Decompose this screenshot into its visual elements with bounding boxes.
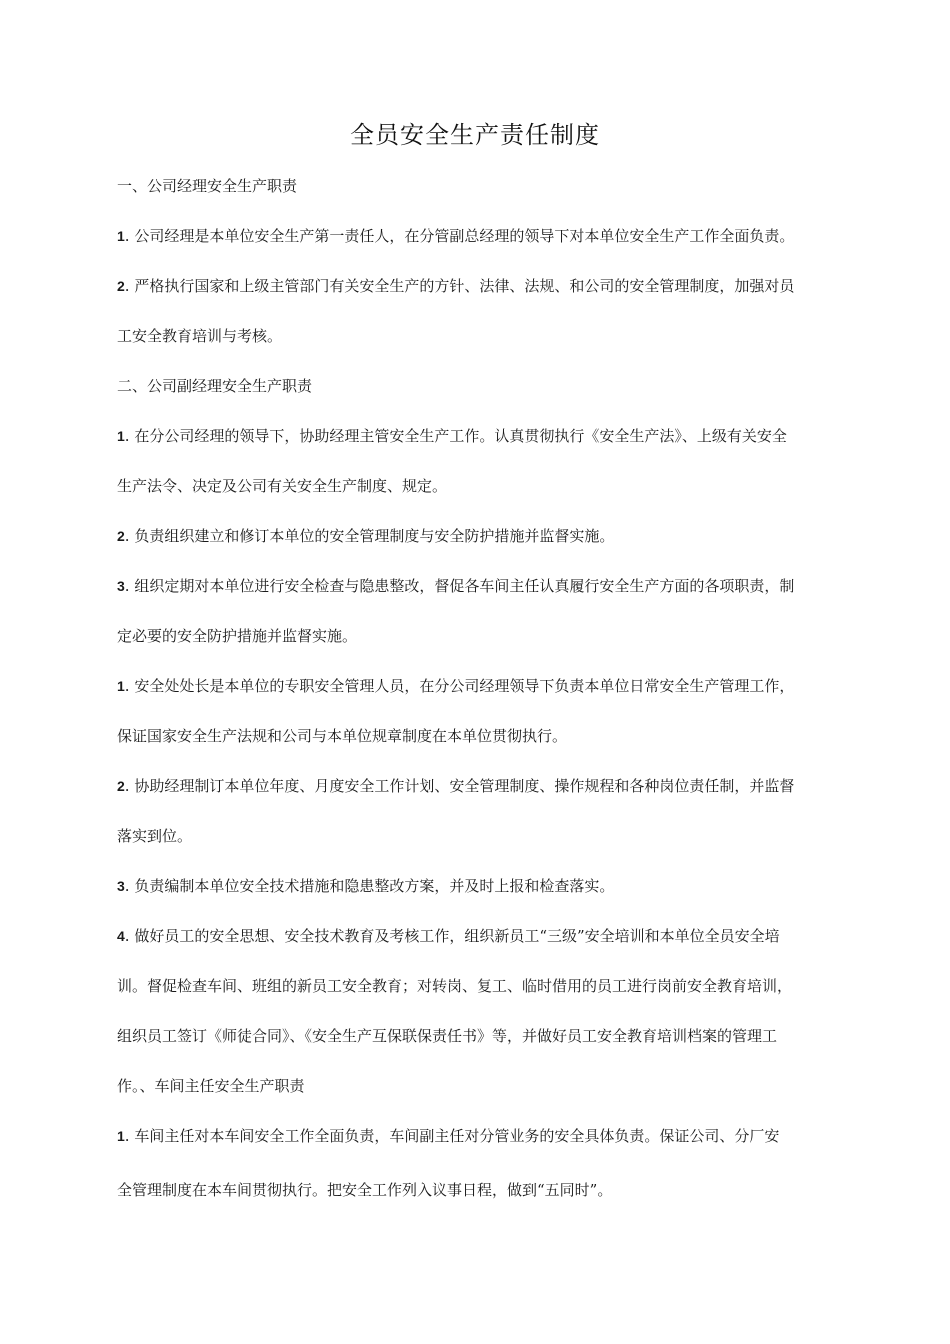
line-text: 生产法令、决定及公司有关安全生产制度、规定。 bbox=[117, 477, 448, 495]
paragraph-line bbox=[117, 776, 794, 796]
line-text: . 负责编制本单位安全技术措施和隐患整改方案，并及时上报和检查落实。 bbox=[124, 877, 615, 895]
paragraph-line bbox=[117, 726, 567, 746]
line-text: 工安全教育培训与考核。 bbox=[117, 327, 283, 345]
line-text: 落实到位。 bbox=[117, 827, 193, 845]
item-number: 3 bbox=[117, 578, 125, 594]
paragraph-line bbox=[117, 1126, 779, 1146]
paragraph-line bbox=[117, 576, 794, 596]
paragraph-line bbox=[117, 926, 780, 946]
item-number: 2 bbox=[117, 278, 125, 294]
paragraph-line bbox=[117, 526, 614, 546]
line-text: . 安全处处长是本单位的专职安全管理人员，在分公司经理领导下负责本单位日常安全生产管理工作， bbox=[124, 677, 795, 695]
section-heading bbox=[117, 176, 297, 196]
paragraph-line bbox=[117, 426, 787, 446]
paragraph-line bbox=[117, 326, 282, 346]
paragraph-line bbox=[117, 1026, 777, 1046]
item-number: 1 bbox=[117, 678, 125, 694]
line-text: . 严格执行国家和上级主管部门有关安全生产的方针、法律、法规、和公司的安全管理制度，加强对员 bbox=[124, 277, 795, 295]
line-text: . 公司经理是本单位安全生产第一责任人，在分管副总经理的领导下对本单位安全生产工作全面负责。 bbox=[124, 227, 795, 245]
line-text: . 车间主任对本车间安全工作全面负责，车间副主任对分管业务的安全具体负责。保证公司、分厂安 bbox=[124, 1127, 780, 1145]
paragraph-line bbox=[117, 1076, 305, 1096]
paragraph-line bbox=[117, 626, 357, 646]
document-title: 全员安全生产责任制度 bbox=[350, 121, 600, 149]
item-number: 2 bbox=[117, 778, 125, 794]
line-text: . 组织定期对本单位进行安全检查与隐患整改，督促各车间主任认真履行安全生产方面的各项职责，制 bbox=[124, 577, 795, 595]
item-number: 1 bbox=[117, 428, 125, 444]
item-number: 3 bbox=[117, 878, 125, 894]
line-text: . 在分公司经理的领导下，协助经理主管安全生产工作。认真贯彻执行《安全生产法》、上级有关安全 bbox=[124, 427, 787, 445]
line-text: 二、公司副经理安全生产职责 bbox=[117, 377, 313, 395]
paragraph-line bbox=[117, 676, 794, 696]
line-text: 组织员工签订《师徒合同》、《安全生产互保联保责任书》等，并做好员工安全教育培训档案的管理工 bbox=[117, 1027, 778, 1045]
line-text: . 负责组织建立和修订本单位的安全管理制度与安全防护措施并监督实施。 bbox=[124, 527, 615, 545]
item-number: 1 bbox=[117, 228, 125, 244]
line-text: 一、公司经理安全生产职责 bbox=[117, 177, 298, 195]
item-number: 1 bbox=[117, 1128, 125, 1144]
section-heading bbox=[117, 376, 312, 396]
item-number: 4 bbox=[117, 928, 125, 944]
paragraph-line bbox=[117, 826, 192, 846]
paragraph-line bbox=[117, 1180, 612, 1200]
line-text: 全管理制度在本车间贯彻执行。把安全工作列入议事日程，做到“五同时”。 bbox=[117, 1181, 613, 1199]
line-text: 作。、车间主任安全生产职责 bbox=[117, 1077, 305, 1095]
paragraph-line bbox=[117, 476, 447, 496]
line-text: . 做好员工的安全思想、安全技术教育及考核工作，组织新员工“三级”安全培训和本单位全员安全培 bbox=[124, 927, 780, 945]
paragraph-line bbox=[117, 226, 794, 246]
item-number: 2 bbox=[117, 528, 125, 544]
line-text: 训。督促检查车间、班组的新员工安全教育；对转岗、复工、临时借用的员工进行岗前安全教育培训， bbox=[117, 977, 793, 995]
paragraph-line bbox=[117, 876, 614, 896]
line-text: 保证国家安全生产法规和公司与本单位规章制度在本单位贯彻执行。 bbox=[117, 727, 568, 745]
line-text: . 协助经理制订本单位年度、月度安全工作计划、安全管理制度、操作规程和各种岗位责任制，并监督 bbox=[124, 777, 795, 795]
line-text: 定必要的安全防护措施并监督实施。 bbox=[117, 627, 358, 645]
paragraph-line bbox=[117, 976, 792, 996]
paragraph-line bbox=[117, 276, 794, 296]
